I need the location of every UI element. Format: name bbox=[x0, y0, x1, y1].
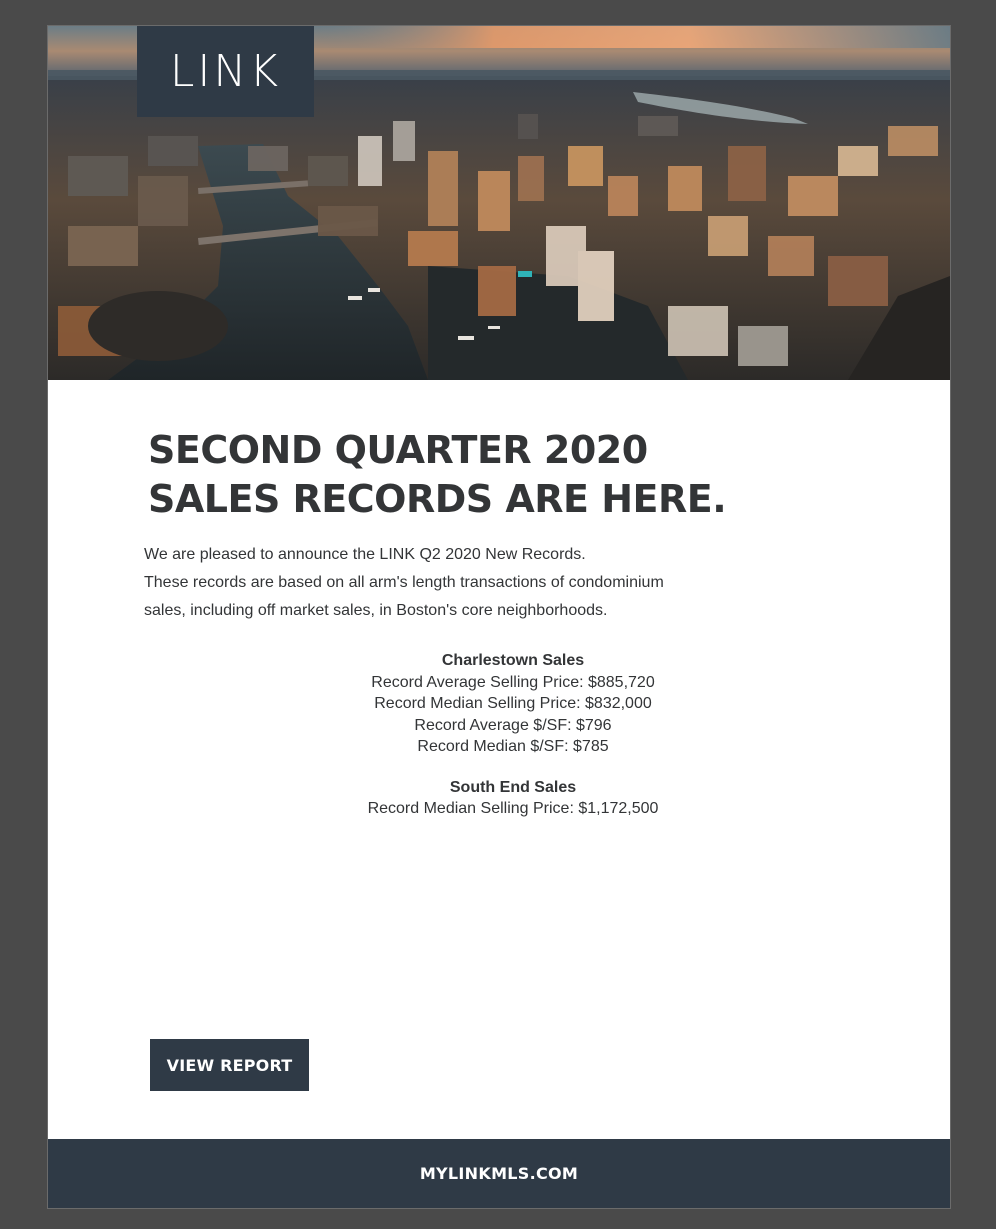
headline-line-2: SALES RECORDS ARE HERE. bbox=[148, 477, 727, 521]
charlestown-record-1: Record Average Selling Price: $885,720 bbox=[371, 673, 655, 691]
charlestown-record-3: Record Average $/SF: $796 bbox=[414, 716, 612, 734]
intro-line-2: These records are based on all arm's length transactions of condominium bbox=[144, 574, 664, 591]
charlestown-record-2: Record Median Selling Price: $832,000 bbox=[374, 695, 652, 712]
intro-line-3: sales, including off market sales, in Boston's core neighborhoods. bbox=[144, 602, 608, 619]
intro-line-1: We are pleased to announce the LINK Q2 2020 New Records. bbox=[144, 546, 586, 563]
email-page bbox=[48, 26, 950, 1208]
records-list bbox=[263, 650, 763, 839]
intro-paragraph bbox=[144, 541, 784, 625]
link-logo[interactable] bbox=[137, 26, 314, 117]
south-end-section bbox=[263, 777, 763, 820]
footer-bar bbox=[48, 1139, 950, 1208]
charlestown-section bbox=[263, 650, 763, 758]
south-end-record-1: Record Median Selling Price: $1,172,500 bbox=[367, 800, 659, 817]
charlestown-record-4: Record Median $/SF: $785 bbox=[417, 738, 609, 755]
footer-website-link[interactable]: MYLINKMLS.COM bbox=[419, 1164, 579, 1183]
page-title bbox=[148, 426, 726, 524]
logo-text: LINK bbox=[169, 45, 282, 97]
charlestown-title: Charlestown Sales bbox=[441, 652, 585, 669]
headline-line-1: SECOND QUARTER 2020 bbox=[148, 428, 648, 472]
view-report-button[interactable]: VIEW REPORT bbox=[150, 1039, 309, 1091]
hero-image bbox=[48, 26, 950, 380]
south-end-title: South End Sales bbox=[449, 778, 577, 796]
